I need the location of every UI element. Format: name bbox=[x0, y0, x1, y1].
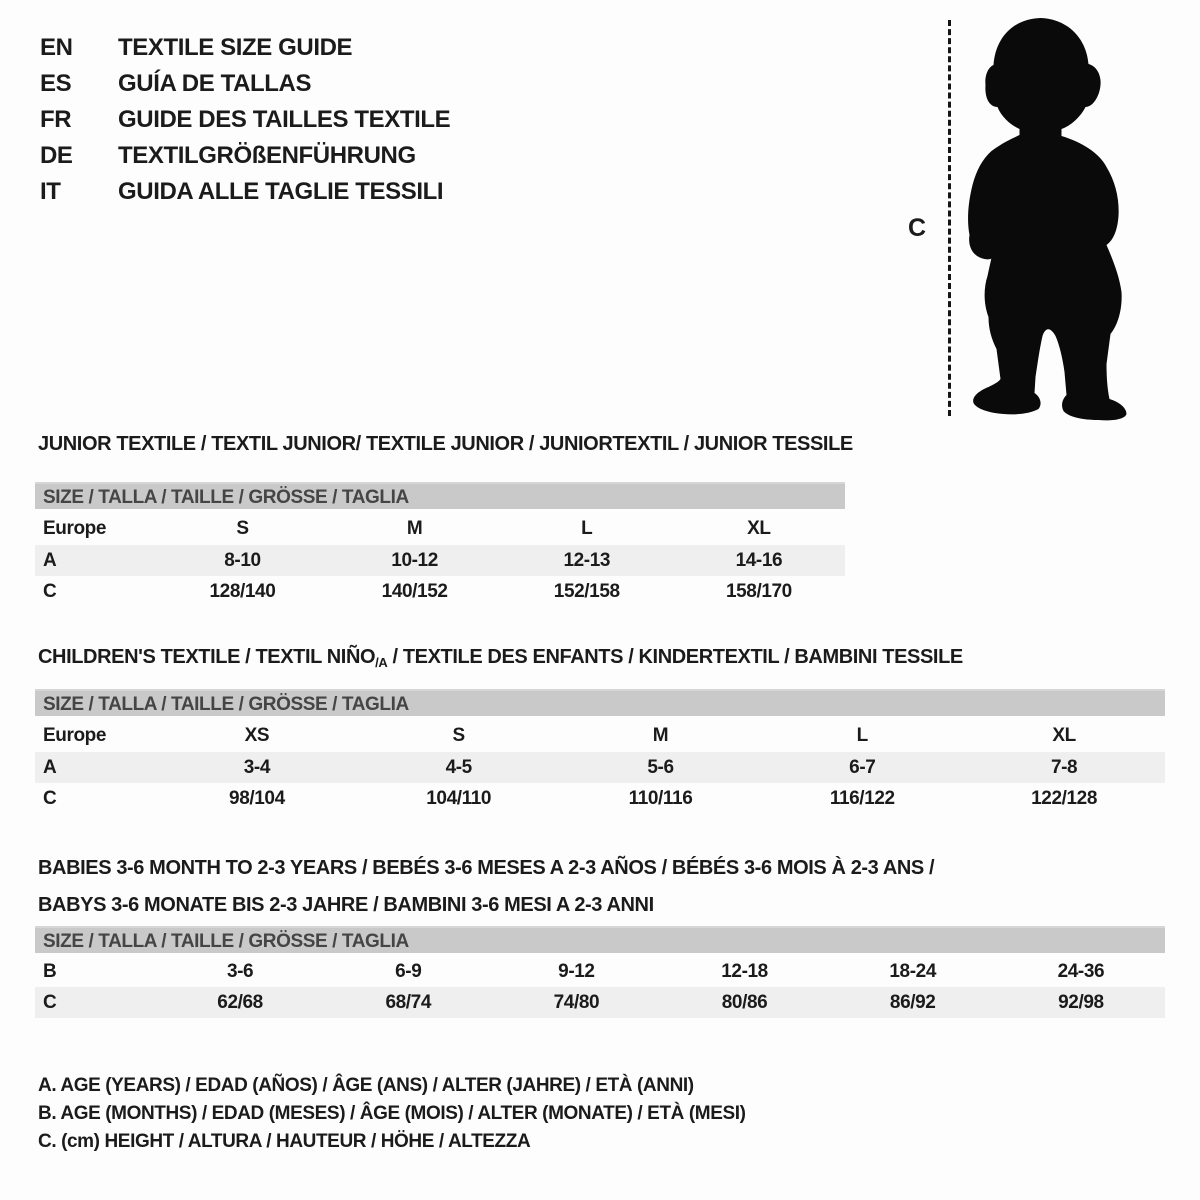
size-value: 62/68 bbox=[217, 991, 263, 1013]
babies-section-heading bbox=[38, 850, 934, 924]
language-row-es bbox=[40, 66, 450, 102]
guide-title: TEXTILE SIZE GUIDE bbox=[118, 34, 353, 61]
junior-table-wrap bbox=[35, 482, 845, 607]
language-code: ES bbox=[40, 70, 72, 97]
row-label: C bbox=[43, 991, 57, 1013]
toddler-silhouette-icon bbox=[958, 14, 1163, 424]
size-value: 80/86 bbox=[721, 991, 768, 1013]
table-row bbox=[35, 545, 845, 576]
size-value: 5-6 bbox=[647, 756, 674, 778]
guide-title: GUÍA DE TALLAS bbox=[118, 70, 312, 97]
size-value: 68/74 bbox=[385, 991, 431, 1013]
guide-title: GUIDE DES TAILLES TEXTILE bbox=[118, 106, 451, 133]
size-value: 12-18 bbox=[721, 960, 768, 982]
size-column-header: S bbox=[236, 517, 249, 539]
size-column-header: XL bbox=[1052, 724, 1076, 746]
region-header: Europe bbox=[43, 724, 107, 746]
language-row-fr bbox=[40, 102, 450, 138]
table-row bbox=[35, 752, 1165, 783]
size-value: 14-16 bbox=[735, 549, 783, 571]
row-label: A bbox=[43, 549, 57, 571]
legend-line-a: A. AGE (YEARS) / EDAD (AÑOS) / ÂGE (ANS) / ALTER (JAHRE) / ETÀ (ANNI) bbox=[38, 1075, 694, 1096]
legend-line-c: C. (cm) HEIGHT / ALTURA / HAUTEUR / HÖHE / ALTEZZA bbox=[38, 1131, 531, 1152]
babies-size-table bbox=[35, 956, 1165, 1018]
language-code: FR bbox=[40, 106, 72, 133]
language-code: EN bbox=[40, 34, 73, 61]
language-row-de bbox=[40, 138, 450, 174]
legend bbox=[38, 1072, 746, 1156]
size-bar: SIZE / TALLA / TAILLE / GRÖSSE / TAGLIA bbox=[35, 689, 1165, 716]
guide-title: TEXTILGRÖßENFÜHRUNG bbox=[118, 142, 416, 169]
size-column-header: L bbox=[581, 517, 593, 539]
size-value: 104/110 bbox=[426, 787, 492, 809]
language-row-it bbox=[40, 174, 450, 210]
size-column-header: S bbox=[452, 724, 465, 746]
size-value: 7-8 bbox=[1050, 756, 1078, 778]
size-bar: SIZE / TALLA / TAILLE / GRÖSSE / TAGLIA bbox=[35, 926, 1165, 953]
size-column-header: XS bbox=[244, 724, 270, 746]
language-code: IT bbox=[40, 178, 61, 205]
size-value: 152/158 bbox=[553, 580, 620, 602]
size-value: 24-36 bbox=[1057, 960, 1105, 982]
size-value: 18-24 bbox=[889, 960, 936, 982]
table-row bbox=[35, 956, 1165, 987]
size-value: 6-9 bbox=[395, 960, 422, 982]
junior-size-table bbox=[35, 512, 845, 607]
size-value: 140/152 bbox=[381, 580, 448, 602]
size-column-header: L bbox=[856, 724, 868, 746]
babies-heading-line1: BABIES 3-6 MONTH TO 2-3 YEARS / BEBÉS 3-6 MESES A 2-3 AÑOS / BÉBÉS 3-6 MOIS À 2-3 ANS / bbox=[38, 857, 935, 879]
children-heading-text: CHILDREN'S TEXTILE / TEXTIL NIÑO bbox=[38, 646, 376, 668]
size-value: 6-7 bbox=[849, 756, 876, 778]
row-label: A bbox=[43, 756, 57, 778]
size-value: 4-5 bbox=[445, 756, 472, 778]
size-column-header: M bbox=[652, 724, 669, 746]
children-heading-subscript: /A bbox=[375, 655, 388, 670]
size-value: 3-6 bbox=[226, 960, 254, 982]
row-label: C bbox=[43, 580, 57, 602]
size-value: 98/104 bbox=[229, 787, 285, 809]
size-value: 9-12 bbox=[558, 960, 595, 982]
junior-section-heading: JUNIOR TEXTILE / TEXTIL JUNIOR/ TEXTILE JUNIOR / JUNIORTEXTIL / JUNIOR TESSILE bbox=[38, 433, 853, 455]
region-header: Europe bbox=[43, 517, 107, 539]
row-label: B bbox=[43, 960, 57, 982]
table-row bbox=[35, 576, 845, 607]
size-value: 92/98 bbox=[1058, 991, 1104, 1013]
size-column-header: XL bbox=[747, 517, 771, 539]
size-value: 8-10 bbox=[224, 549, 261, 571]
children-heading-text: / TEXTILE DES ENFANTS / KINDERTEXTIL / BAMBINI TESSILE bbox=[387, 646, 963, 668]
size-value: 122/128 bbox=[1031, 787, 1098, 809]
table-header-row bbox=[35, 512, 845, 545]
table-row bbox=[35, 987, 1165, 1018]
table-row bbox=[35, 783, 1165, 814]
size-bar: SIZE / TALLA / TAILLE / GRÖSSE / TAGLIA bbox=[35, 482, 845, 509]
legend-line-b: B. AGE (MONTHS) / EDAD (MESES) / ÂGE (MOIS) / ALTER (MONATE) / ETÀ (MESI) bbox=[38, 1103, 746, 1124]
guide-title: GUIDA ALLE TAGLIE TESSILI bbox=[118, 178, 444, 205]
size-value: 12-13 bbox=[563, 549, 611, 571]
children-size-table bbox=[35, 719, 1165, 814]
children-table-wrap bbox=[35, 689, 1165, 814]
children-section-heading bbox=[38, 645, 963, 675]
size-value: 74/80 bbox=[553, 991, 600, 1013]
size-column-header: M bbox=[406, 517, 423, 539]
babies-table-wrap bbox=[35, 926, 1165, 1018]
size-value: 128/140 bbox=[209, 580, 276, 602]
language-code: DE bbox=[40, 142, 73, 169]
language-title-list bbox=[40, 30, 450, 210]
size-value: 116/122 bbox=[829, 787, 895, 809]
size-value: 86/92 bbox=[889, 991, 936, 1013]
babies-heading-line2: BABYS 3-6 MONATE BIS 2-3 JAHRE / BAMBINI 3-6 MESI A 2-3 ANNI bbox=[38, 894, 654, 916]
height-measure-label: C bbox=[908, 214, 926, 242]
size-value: 158/170 bbox=[725, 580, 792, 602]
table-header-row bbox=[35, 719, 1165, 752]
size-value: 110/116 bbox=[628, 787, 693, 809]
row-label: C bbox=[43, 787, 57, 809]
size-value: 3-4 bbox=[243, 756, 271, 778]
height-measure-dashed-line bbox=[948, 20, 951, 416]
language-row-en bbox=[40, 30, 450, 66]
size-value: 10-12 bbox=[391, 549, 438, 571]
